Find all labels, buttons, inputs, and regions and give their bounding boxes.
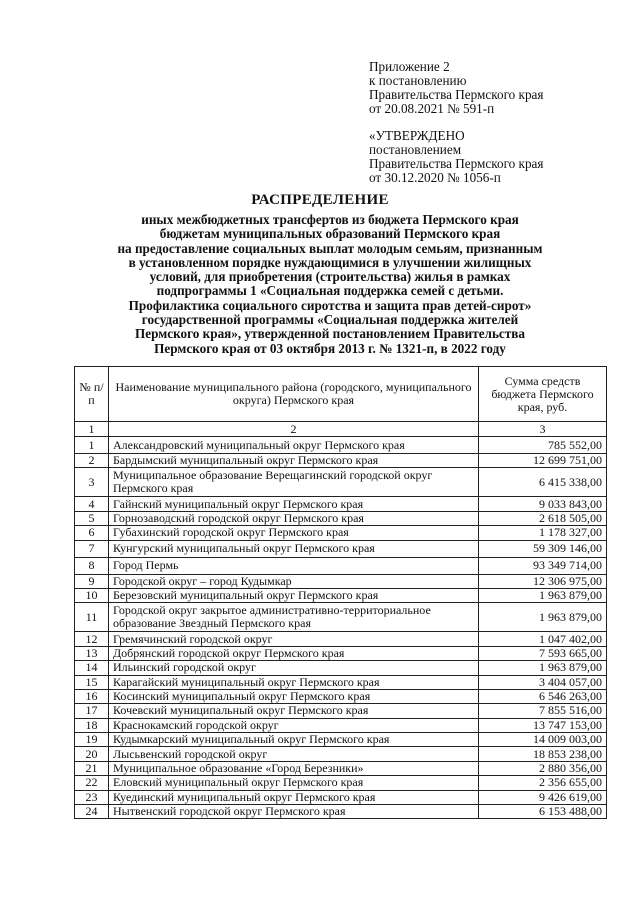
- table-row: [75, 733, 607, 747]
- subtitle-line: Профилактика социального сиротства и защита прав детей-сирот»: [128, 297, 532, 313]
- row-number: 19: [75, 733, 109, 747]
- table-row: [75, 675, 607, 689]
- row-number: 4: [75, 497, 109, 511]
- table-row: [75, 574, 607, 588]
- row-number: 3: [75, 468, 109, 497]
- subtitle-line: Пермского края от 03 октября 2013 г. № 1321-п, в 2022 году: [154, 340, 506, 356]
- approval-line: от 30.12.2020 № 1056-п: [369, 170, 501, 185]
- table-row: [75, 511, 607, 525]
- row-amount: 1 963 879,00: [479, 588, 607, 602]
- row-municipality: Городской округ закрытое административно-территориальное образование Звездный Пермского края: [109, 603, 479, 632]
- appendix-note: [369, 60, 543, 116]
- row-amount: 785 552,00: [479, 437, 607, 454]
- row-amount: 1 963 879,00: [479, 661, 607, 675]
- row-municipality: Гремячинский городской округ: [109, 632, 479, 646]
- table-row: [75, 468, 607, 497]
- subtitle-line: бюджетам муниципальных образований Пермского края: [159, 226, 501, 242]
- row-amount: 59 309 146,00: [479, 540, 607, 557]
- table-row: [75, 790, 607, 804]
- table-row: [75, 540, 607, 557]
- header-amount: Сумма средств бюджета Пермского края, руб.: [479, 367, 607, 422]
- row-number: 13: [75, 646, 109, 660]
- row-municipality: Губахинский городской округ Пермского края: [109, 526, 479, 540]
- table-row: [75, 718, 607, 732]
- column-index-row: [75, 422, 607, 437]
- row-municipality: Березовский муниципальный округ Пермского края: [109, 588, 479, 602]
- row-municipality: Косинский муниципальный округ Пермского края: [109, 689, 479, 703]
- approval-line: постановлением: [369, 142, 462, 157]
- table-row: [75, 776, 607, 790]
- row-amount: 1 047 402,00: [479, 632, 607, 646]
- row-municipality: Кочевский муниципальный округ Пермского края: [109, 704, 479, 718]
- header-municipality: Наименование муниципального района (городского, муниципального округа) Пермского края: [109, 367, 479, 422]
- row-municipality: Гайнский муниципальный округ Пермского края: [109, 497, 479, 511]
- row-number: 23: [75, 790, 109, 804]
- row-amount: 1 178 327,00: [479, 526, 607, 540]
- row-amount: 1 963 879,00: [479, 603, 607, 632]
- table-row: [75, 761, 607, 775]
- subtitle-line: государственной программы «Социальная поддержка жителей: [141, 312, 519, 328]
- appendix-line: от 20.08.2021 № 591-п: [369, 101, 495, 116]
- row-number: 15: [75, 675, 109, 689]
- table-row: [75, 526, 607, 540]
- subtitle-line: в установленном порядке нуждающимися в улучшении жилищных: [128, 254, 532, 270]
- column-index: 3: [479, 422, 607, 437]
- row-municipality: Ильинский городской округ: [109, 661, 479, 675]
- row-number: 20: [75, 747, 109, 761]
- subtitle-line: иных межбюджетных трансфертов из бюджета Пермского края: [141, 212, 519, 227]
- row-amount: 2 356 655,00: [479, 776, 607, 790]
- table-row: [75, 646, 607, 660]
- row-number: 18: [75, 718, 109, 732]
- row-number: 9: [75, 574, 109, 588]
- table-row: [75, 689, 607, 703]
- row-number: 21: [75, 761, 109, 775]
- row-municipality: Куединский муниципальный округ Пермского края: [109, 790, 479, 804]
- row-amount: 9 426 619,00: [479, 790, 607, 804]
- row-municipality: Краснокамский городской округ: [109, 718, 479, 732]
- approval-line: «УТВЕРЖДЕНО: [369, 128, 465, 143]
- row-municipality: Город Пермь: [109, 557, 479, 574]
- header-number: № п/п: [75, 367, 109, 422]
- row-amount: 6 415 338,00: [479, 468, 607, 497]
- row-amount: 14 009 003,00: [479, 733, 607, 747]
- row-number: 1: [75, 437, 109, 454]
- table-row: [75, 747, 607, 761]
- distribution-table: [74, 366, 607, 819]
- row-number: 5: [75, 511, 109, 525]
- appendix-line: к постановлению: [369, 73, 467, 88]
- row-amount: 6 153 488,00: [479, 805, 607, 819]
- table-header-row: [75, 367, 607, 422]
- approval-line: Правительства Пермского края: [369, 156, 544, 171]
- column-index: 1: [75, 422, 109, 437]
- row-amount: 93 349 714,00: [479, 557, 607, 574]
- table-row: [75, 704, 607, 718]
- document-subtitle: [80, 213, 580, 356]
- subtitle-line: условий, для приобретения (строительства) жилья в рамках: [149, 269, 511, 285]
- table-row: [75, 437, 607, 454]
- row-number: 11: [75, 603, 109, 632]
- row-municipality: Карагайский муниципальный округ Пермского края: [109, 675, 479, 689]
- document-title: РАСПРЕДЕЛЕНИЕ: [251, 192, 389, 208]
- table-row: [75, 661, 607, 675]
- subtitle-line: Пермского края», утвержденной постановлением Правительства: [135, 326, 525, 342]
- row-municipality: Муниципальное образование Верещагинский городской округ Пермского края: [109, 468, 479, 497]
- row-amount: 12 699 751,00: [479, 454, 607, 468]
- table-row: [75, 454, 607, 468]
- subtitle-line: на предоставление социальных выплат молодым семьям, признанным: [117, 240, 543, 256]
- row-municipality: Лысьвенский городской округ: [109, 747, 479, 761]
- row-number: 7: [75, 540, 109, 557]
- row-amount: 6 546 263,00: [479, 689, 607, 703]
- row-amount: 2 618 505,00: [479, 511, 607, 525]
- row-number: 2: [75, 454, 109, 468]
- row-amount: 18 853 238,00: [479, 747, 607, 761]
- row-amount: 9 033 843,00: [479, 497, 607, 511]
- row-municipality: Александровский муниципальный округ Пермского края: [109, 437, 479, 454]
- column-index: 2: [109, 422, 479, 437]
- table-row: [75, 497, 607, 511]
- row-number: 17: [75, 704, 109, 718]
- table-row: [75, 557, 607, 574]
- row-municipality: Еловский муниципальный округ Пермского края: [109, 776, 479, 790]
- row-amount: 7 855 516,00: [479, 704, 607, 718]
- row-municipality: Добрянский городской округ Пермского края: [109, 646, 479, 660]
- row-number: 8: [75, 557, 109, 574]
- row-amount: 2 880 356,00: [479, 761, 607, 775]
- row-number: 16: [75, 689, 109, 703]
- row-amount: 12 306 975,00: [479, 574, 607, 588]
- row-municipality: Кунгурский муниципальный округ Пермского края: [109, 540, 479, 557]
- row-municipality: Муниципальное образование «Город Березники»: [109, 761, 479, 775]
- table-row: [75, 632, 607, 646]
- row-number: 12: [75, 632, 109, 646]
- row-number: 6: [75, 526, 109, 540]
- row-amount: 13 747 153,00: [479, 718, 607, 732]
- appendix-line: Приложение 2: [369, 59, 450, 74]
- row-number: 22: [75, 776, 109, 790]
- table-body: [75, 437, 607, 819]
- row-municipality: Кудымкарский муниципальный округ Пермского края: [109, 733, 479, 747]
- row-number: 14: [75, 661, 109, 675]
- row-number: 24: [75, 805, 109, 819]
- table-row: [75, 603, 607, 632]
- table-row: [75, 805, 607, 819]
- appendix-line: Правительства Пермского края: [369, 87, 544, 102]
- row-amount: 3 404 057,00: [479, 675, 607, 689]
- row-municipality: Городской округ – город Кудымкар: [109, 574, 479, 588]
- row-municipality: Бардымский муниципальный округ Пермского края: [109, 454, 479, 468]
- approval-note: [369, 129, 543, 185]
- table-row: [75, 588, 607, 602]
- row-municipality: Нытвенский городской округ Пермского края: [109, 805, 479, 819]
- row-municipality: Горнозаводский городской округ Пермского края: [109, 511, 479, 525]
- row-number: 10: [75, 588, 109, 602]
- row-amount: 7 593 665,00: [479, 646, 607, 660]
- subtitle-line: подпрограммы 1 «Социальная поддержка семей с детьми.: [156, 283, 504, 299]
